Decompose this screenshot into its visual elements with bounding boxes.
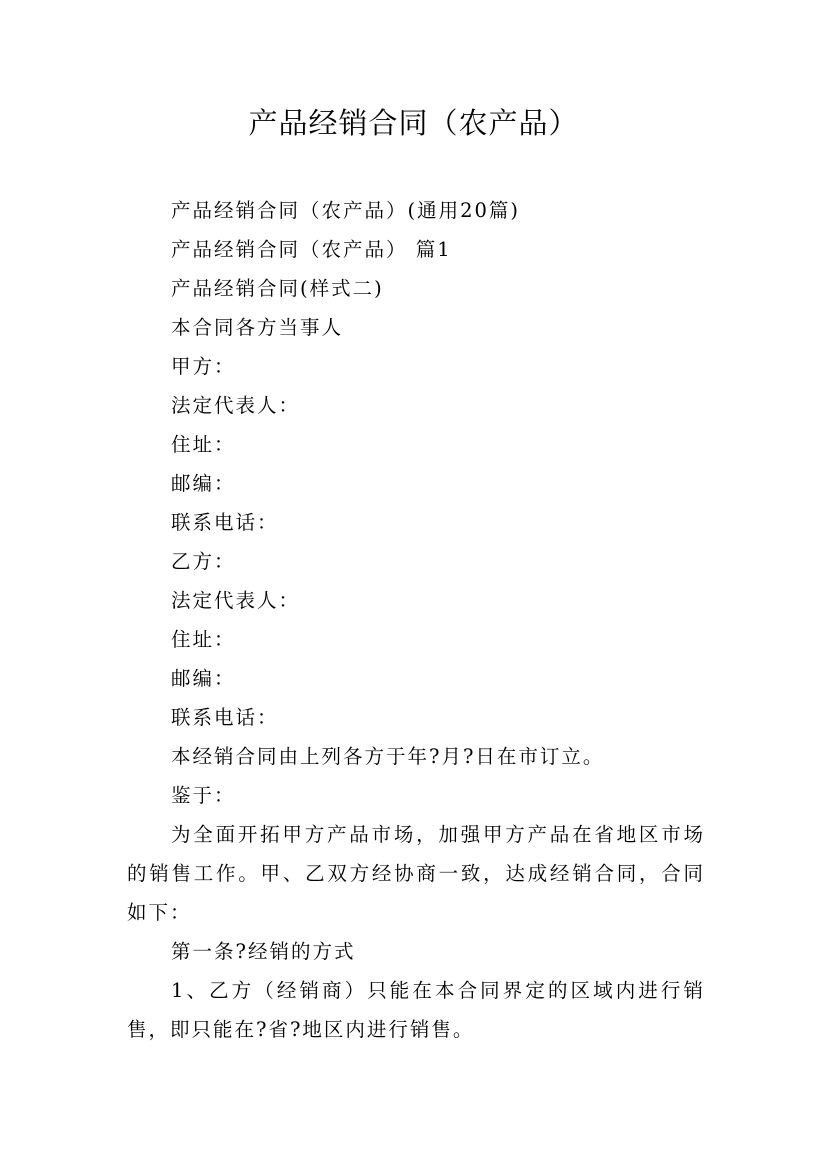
legal-representative-label: 法定代表人：: [171, 589, 301, 612]
text-line: 本合同各方当事人: [171, 316, 344, 339]
postcode-label: 邮编：: [171, 472, 236, 495]
article-heading: 第一条?经销的方式: [171, 940, 356, 963]
phone-label: 联系电话：: [171, 511, 279, 534]
document-subtitle: 产品经销合同（农产品）(通用20篇): [171, 199, 521, 222]
contract-date-line: 本经销合同由上列各方于年?月?日在市订立。: [171, 745, 605, 768]
text-line: 产品经销合同(样式二): [171, 277, 384, 300]
section-heading: 产品经销合同（农产品） 篇1: [171, 238, 452, 261]
document-title: 产品经销合同（农产品）: [248, 106, 579, 140]
whereas-label: 鉴于：: [171, 784, 236, 807]
legal-representative-label: 法定代表人：: [171, 394, 301, 417]
postcode-label: 邮编：: [171, 667, 236, 690]
address-label: 住址：: [171, 628, 236, 651]
party-b-label: 乙方：: [171, 550, 236, 573]
phone-label: 联系电话：: [171, 706, 279, 729]
purpose-paragraph: 为全面开拓甲方产品市场，加强甲方产品在省地区市场的销售工作。甲、乙双方经协商一致，达成经销合同，合同如下：: [127, 823, 705, 924]
address-label: 住址：: [171, 433, 236, 456]
party-a-label: 甲方：: [171, 355, 236, 378]
article-clause: 1、乙方（经销商）只能在本合同界定的区域内进行销售，即只能在?省?地区内进行销售。: [127, 979, 705, 1041]
